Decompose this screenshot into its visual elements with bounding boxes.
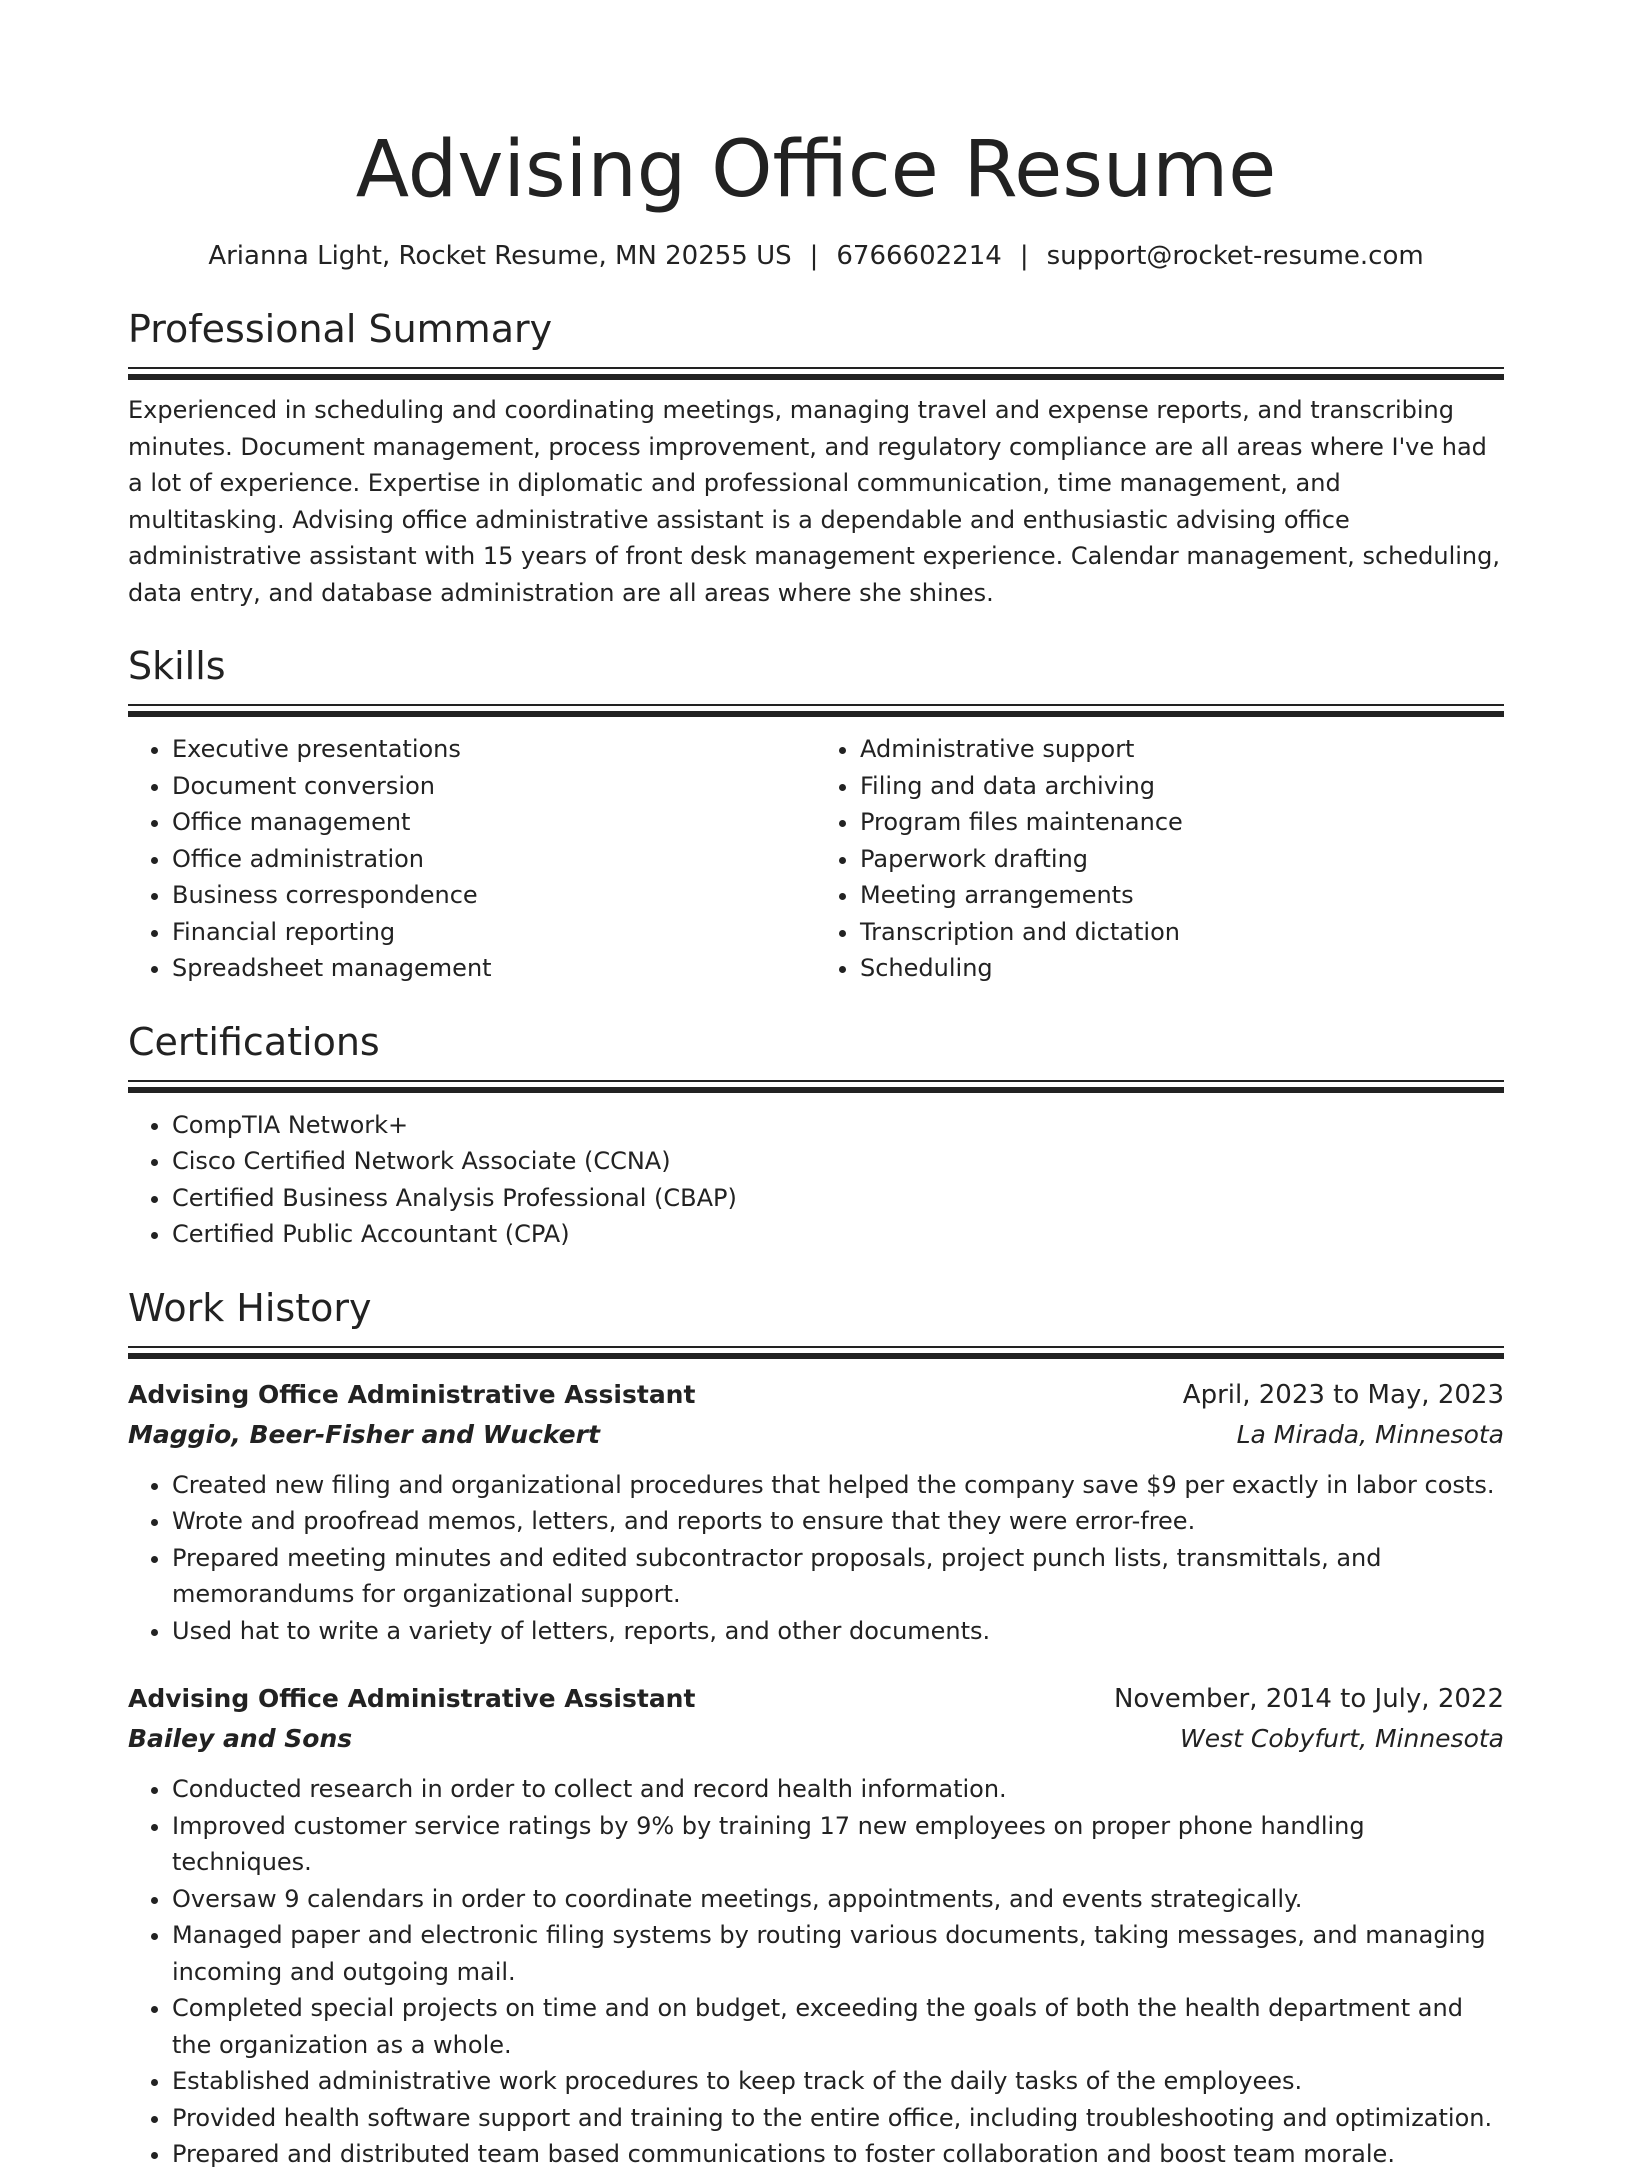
section-divider [128,1346,1504,1348]
skill-item: • Paperwork drafting [860,841,1504,878]
section-divider [128,367,1504,369]
skill-item: • Office management [172,804,816,841]
contact-phone: 6766602214 [836,241,1002,271]
skill-item: • Document conversion [172,768,816,805]
section-divider [128,1087,1504,1093]
contact-email: support@rocket-resume.com [1046,241,1424,271]
certification-item: • Certified Public Accountant (CPA) [172,1216,1504,1253]
contact-separator: | [1019,241,1029,271]
skill-item: • Transcription and dictation [860,914,1504,951]
job-bullet: • Used hat to write a variety of letters, reports, and other documents. [172,1613,1504,1650]
work-history-heading: Work History [128,1285,372,1330]
skills-heading: Skills [128,644,226,688]
summary-section [128,304,1504,611]
job-bullet: • Oversaw 9 calendars in order to coordinate meetings, appointments, and events strategically. [172,1881,1504,1918]
job-employer-row [128,1719,1504,1759]
job-bullets [128,1467,1504,1650]
certification-item: • Cisco Certified Network Associate (CCNA) [172,1143,1504,1180]
skills-section [128,641,1504,987]
contact-line [128,238,1504,274]
job-company: Maggio, Beer-Fisher and Wuckert [128,1419,600,1449]
skill-item: • Meeting arrangements [860,877,1504,914]
job-bullet: • Established administrative work procedures to keep track of the daily tasks of the employees. [172,2063,1504,2100]
document-title: Advising Office Resume [355,125,1277,215]
skill-item: • Office administration [172,841,816,878]
job-dates: April, 2023 to May, 2023 [1182,1379,1504,1410]
section-divider [128,1080,1504,1082]
skill-item: • Administrative support [860,731,1504,768]
certifications-heading: Certifications [128,1019,380,1064]
certification-item: • Certified Business Analysis Professional (CBAP) [172,1180,1504,1217]
job-bullets [128,1771,1504,2173]
contact-separator: | [809,241,819,271]
section-divider [128,374,1504,380]
job-employer-row [128,1415,1504,1455]
job-bullet: • Completed special projects on time and on budget, exceeding the goals of both the health department and the organization as a whole. [172,1990,1504,2063]
section-divider [128,711,1504,717]
job-location: West Cobyfurt, Minnesota [1180,1724,1504,1753]
skills-list-left [128,731,816,987]
skill-item: • Executive presentations [172,731,816,768]
job-entry [128,1679,1504,2173]
job-title: Advising Office Administrative Assistant [128,1684,696,1713]
job-bullet: • Prepared meeting minutes and edited subcontractor proposals, project punch lists, transmittals, and memorandums for organizational support. [172,1540,1504,1613]
skill-item: • Scheduling [860,950,1504,987]
job-bullet: • Improved customer service ratings by 9% by training 17 new employees on proper phone handling techniques. [172,1808,1504,1881]
skills-columns [128,731,1504,987]
skill-item: • Spreadsheet management [172,950,816,987]
skill-item: • Financial reporting [172,914,816,951]
job-bullet: • Prepared and distributed team based communications to foster collaboration and boost team morale. [172,2136,1504,2173]
job-company: Bailey and Sons [128,1724,353,1753]
skill-item: • Business correspondence [172,877,816,914]
job-bullet: • Provided health software support and training to the entire office, including troubleshooting and optimization. [172,2100,1504,2137]
summary-text: Experienced in scheduling and coordinating meetings, managing travel and expense reports, and transcribing minutes. Document management, process improvement, and regulatory compliance are all areas where I've had a lot of experience. Expertise in diplomatic and professional communication, time management, and multitasking. Advising office administrative assistant is a dependable and enthusiastic advising office administrative assistant with 15 years of front desk management experience. Calendar management, scheduling, data entry, and database administration are all areas where she shines. [128,396,1500,607]
certifications-list [128,1107,1504,1253]
job-location: La Mirada, Minnesota [1236,1419,1504,1449]
job-title: Advising Office Administrative Assistant [128,1379,696,1409]
job-bullet: • Created new filing and organizational procedures that helped the company save $9 per exactly in labor costs. [172,1467,1504,1504]
section-divider [128,704,1504,706]
job-bullet: • Conducted research in order to collect and record health information. [172,1771,1504,1808]
summary-heading: Professional Summary [128,307,553,351]
resume-content [128,120,1504,2173]
contact-address: Arianna Light, Rocket Resume, MN 20255 US [208,241,792,271]
section-divider [128,1353,1504,1359]
job-header-row [128,1679,1504,1719]
certifications-section [128,1017,1504,1253]
job-bullet: • Managed paper and electronic filing systems by routing various documents, taking messages, and managing incoming and outgoing mail. [172,1917,1504,1990]
skill-item: • Filing and data archiving [860,768,1504,805]
skills-list-right [816,731,1504,987]
job-entry [128,1375,1504,1650]
certification-item: • CompTIA Network+ [172,1107,1504,1144]
skill-item: • Program files maintenance [860,804,1504,841]
job-bullet: • Wrote and proofread memos, letters, and reports to ensure that they were error-free. [172,1503,1504,1540]
work-history-section [128,1283,1504,2173]
job-dates: November, 2014 to July, 2022 [1113,1684,1504,1714]
job-header-row [128,1375,1504,1415]
